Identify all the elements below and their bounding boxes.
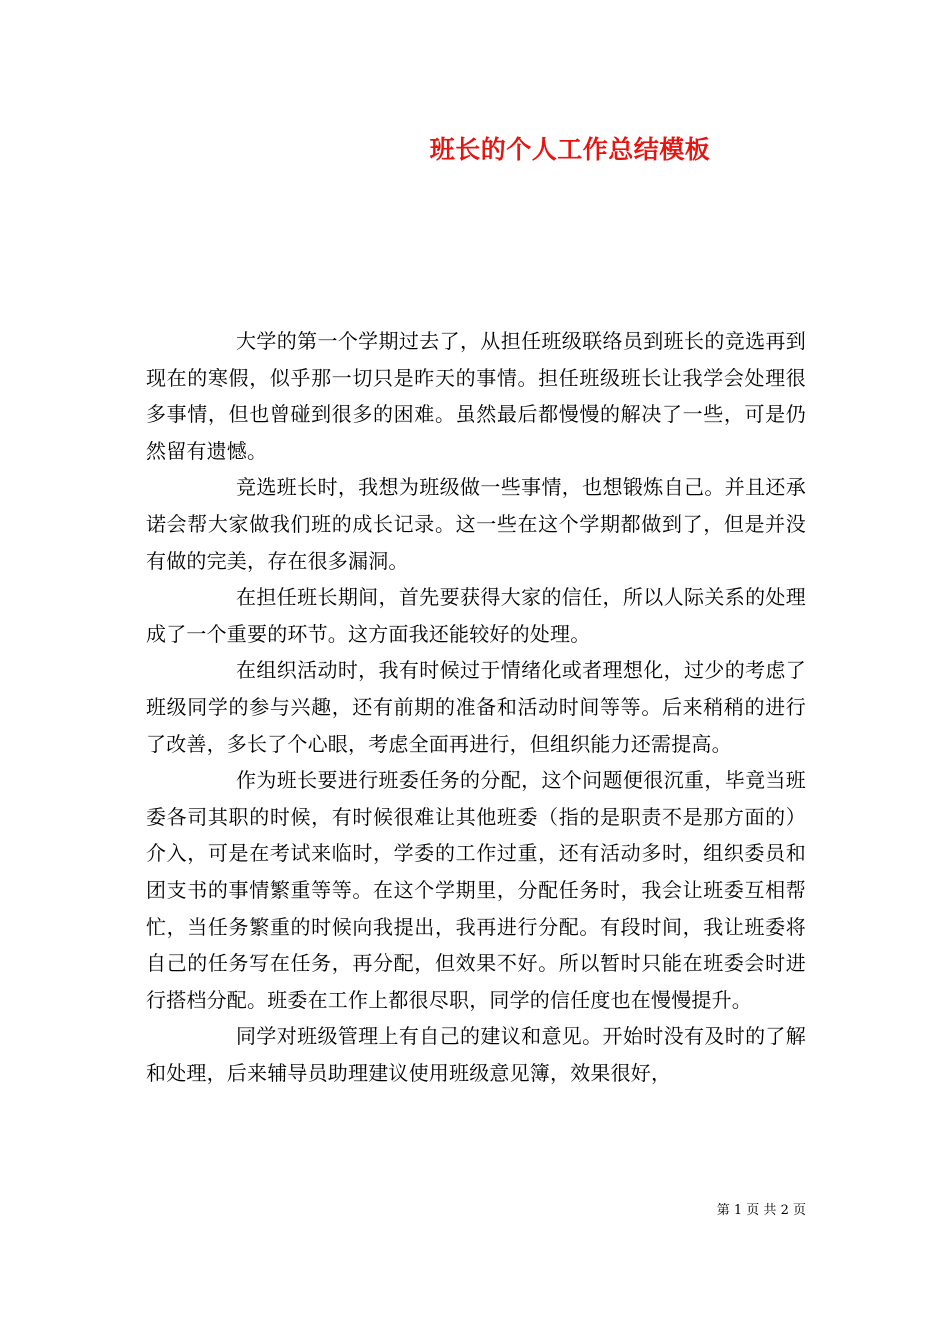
paragraph-1: 大学的第一个学期过去了，从担任班级联络员到班长的竞选再到现在的寒假，似乎那一切只是昨天的事情。担任班级班长让我学会处理很多事情，但也曾碰到很多的困难。虽然最后都慢慢的解决了一些，可是仍然留有遗憾。 [146,329,806,463]
footer-total-pages: 2 [780,1203,789,1218]
footer-suffix: 页 [792,1203,806,1218]
footer-current-page: 1 [733,1203,743,1218]
footer-prefix: 第 [716,1203,730,1218]
paragraph-6: 同学对班级管理上有自己的建议和意见。开始时没有及时的了解和处理，后来辅导员助理建议使用班级意见簿，效果很好， [146,1024,806,1085]
document-body [146,323,806,1091]
document-title: 班长的个人工作总结模板 [429,135,711,164]
footer-middle: 页 共 [746,1203,777,1218]
paragraph-4: 在组织活动时，我有时候过于情绪化或者理想化，过少的考虑了班级同学的参与兴趣，还有前期的准备和活动时间等等。后来稍稍的进行了改善，多长了个心眼，考虑全面再进行，但组织能力还需提高。 [146,658,806,756]
page-number-footer [717,1203,806,1219]
paragraph-5: 作为班长要进行班委任务的分配，这个问题便很沉重，毕竟当班委各司其职的时候，有时候很难让其他班委（指的是职责不是那方面的）介入，可是在考试来临时，学委的工作过重，还有活动多时，组织委员和团支书的事情繁重等等。在这个学期里，分配任务时，我会让班委互相帮忙，当任务繁重的时候向我提出，我再进行分配。有段时间，我让班委将自己的任务写在任务，再分配，但效果不好。所以暂时只能在班委会时进行搭档分配。班委在工作上都很尽职，同学的信任度也在慢慢提升。 [146,768,806,1012]
paragraph-3: 在担任班长期间，首先要获得大家的信任，所以人际关系的处理成了一个重要的环节。这方面我还能较好的处理。 [146,585,806,646]
paragraph-2: 竞选班长时，我想为班级做一些事情，也想锻炼自己。并且还承诺会帮大家做我们班的成长记录。这一些在这个学期都做到了，但是并没有做的完美，存在很多漏洞。 [146,475,806,573]
